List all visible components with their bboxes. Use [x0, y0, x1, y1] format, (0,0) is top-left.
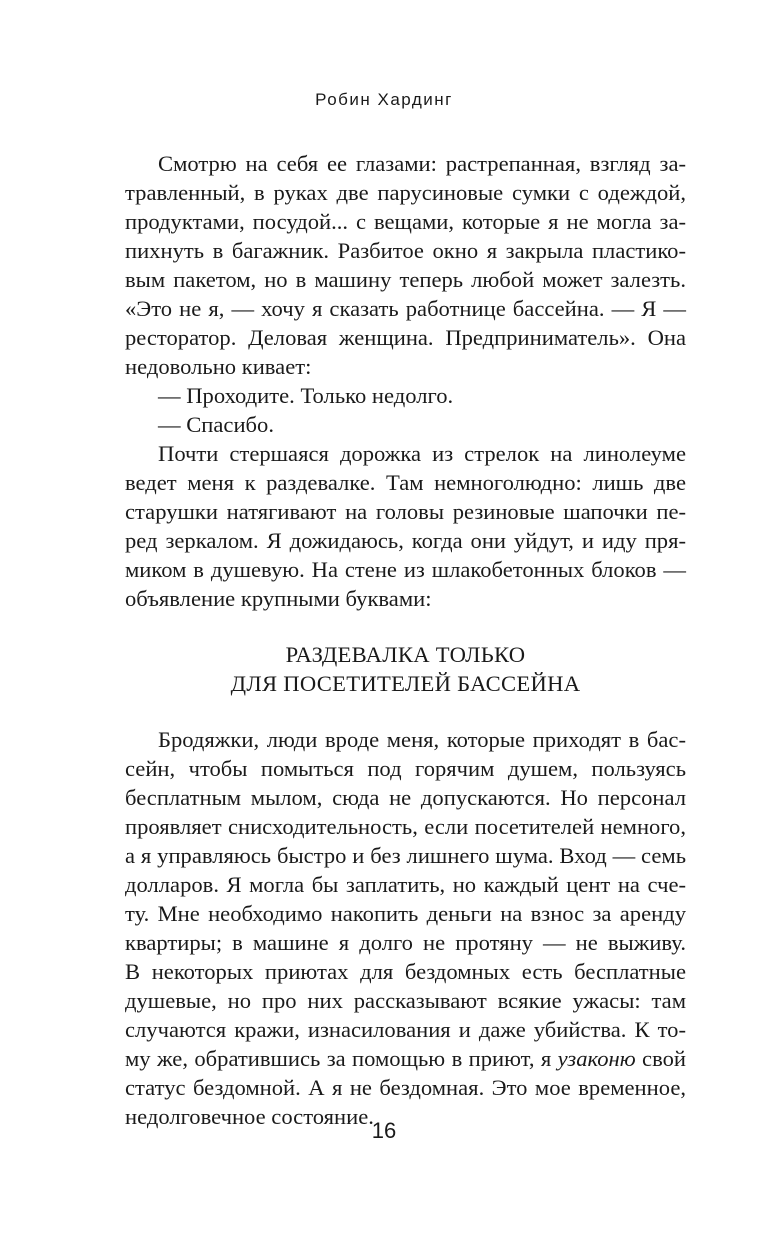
notice-sign — [125, 640, 686, 698]
text-segment: му же, обратившись за помощью в приют, я — [125, 1046, 558, 1071]
text-line: душевые, но про них рассказывают всякие ужасы: там — [125, 988, 686, 1013]
italic-word: узаконю — [557, 1046, 636, 1071]
text-line: продуктами, посудой... с вещами, которые я не могла за- — [125, 209, 686, 234]
paragraph-3 — [125, 725, 686, 1131]
dialogue-line: — Спасибо. — [158, 412, 274, 437]
text-line: недовольно кивает: — [125, 354, 312, 379]
text-line: недолговечное состояние. — [125, 1104, 374, 1129]
text-line: миком в душевую. На стене из шлакобетонных блоков — — [125, 557, 686, 582]
text-line: квартиры; в машине я долго не протяну — не выживу. — [125, 930, 686, 955]
text-line: Бродяжки, люди вроде меня, которые приходят в бас- — [158, 727, 686, 752]
text-line: Смотрю на себя ее глазами: растрепанная, взгляд за- — [158, 151, 686, 176]
text-line: статус бездомной. А я не бездомная. Это мое временное, — [125, 1075, 686, 1100]
text-line — [125, 1044, 686, 1073]
text-line: сейн, чтобы помыться под горячим душем, пользуясь — [125, 756, 686, 781]
text-line: а я управляюсь быстро и без лишнего шума. Вход — семь — [125, 843, 686, 868]
spacer — [125, 698, 686, 725]
text-line: пихнуть в багажник. Разбитое окно я закрыла пластико- — [125, 238, 686, 263]
text-line: вым пакетом, но в машину теперь любой может залезть. — [125, 267, 686, 292]
text-line: старушки натягивают на головы резиновые шапочки пе- — [125, 499, 686, 524]
text-line: В некоторых приютах для бездомных есть бесплатные — [125, 959, 686, 984]
text-line: ту. Мне необходимо накопить деньги на взнос за аренду — [125, 901, 686, 926]
text-line: «Это не я, — хочу я сказать работнице бассейна. — Я — — [125, 296, 686, 321]
text-line: ведет меня к раздевалке. Там немноголюдно: лишь две — [125, 470, 686, 495]
paragraph-1 — [125, 149, 686, 381]
page-number: 16 — [371, 1118, 397, 1143]
notice-line: ДЛЯ ПОСЕТИТЕЛЕЙ БАССЕЙНА — [230, 671, 581, 696]
text-line: ред зеркалом. Я дожидаюсь, когда они уйдут, и иду пря- — [125, 528, 686, 553]
notice-line: РАЗДЕВАЛКА ТОЛЬКО — [285, 642, 526, 667]
body-text — [125, 149, 686, 1131]
text-line: случаются кражи, изнасилования и даже убийства. К то- — [125, 1017, 686, 1042]
text-line: объявление крупными буквами: — [125, 586, 432, 611]
dialogue-line: — Проходите. Только недолго. — [158, 383, 454, 408]
text-line: бесплатным мылом, сюда не допускаются. Но персонал — [125, 785, 686, 810]
text-line: Почти стершаяся дорожка из стрелок на линолеуме — [158, 441, 686, 466]
text-line: проявляет снисходительность, если посетителей немного, — [125, 814, 686, 839]
spacer — [125, 613, 686, 640]
dialogue — [125, 381, 686, 439]
text-line: ресторатор. Деловая женщина. Предприниматель». Она — [125, 325, 686, 350]
text-line: долларов. Я могла бы заплатить, но каждый цент на сче- — [125, 872, 686, 897]
paragraph-2 — [125, 439, 686, 613]
text-segment: свой — [635, 1046, 686, 1071]
text-line: травленный, в руках две парусиновые сумки с одеждой, — [125, 180, 686, 205]
running-head-author: Робин Хардинг — [315, 90, 453, 109]
